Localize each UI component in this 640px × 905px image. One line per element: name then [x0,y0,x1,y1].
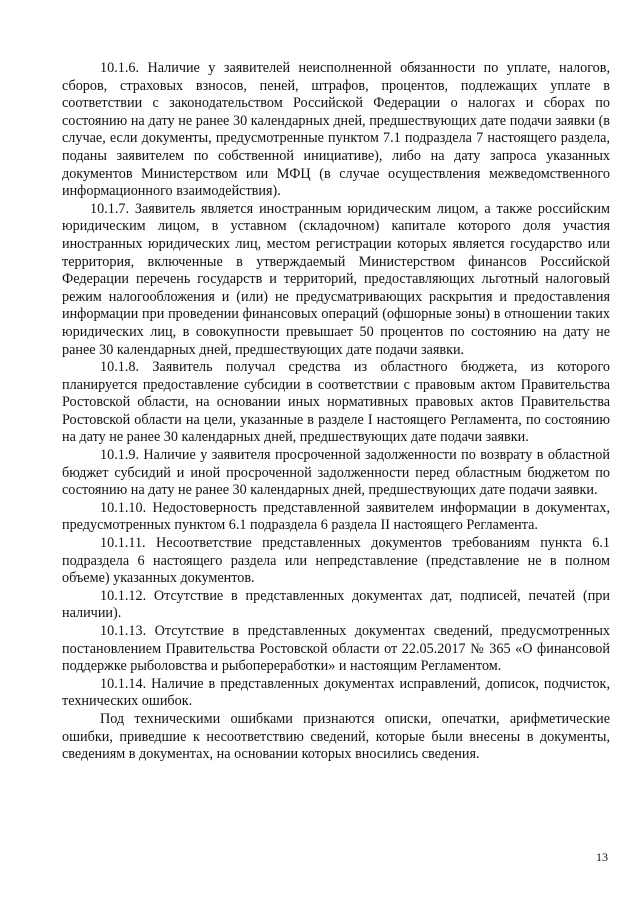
paragraph-10-1-7: 10.1.7. Заявитель является иностранным юридическим лицом, а также российским юридическим лицом, в уставном (складочном) капитале которого доля участия иностранных юридических лиц, местом регистрации которых является государство или территория, включенные в утверждаемый Министерством финансов Российской Федерации перечень государств и территорий, предоставляющих льготный налоговый режим налогообложения и (или) не предусматривающих раскрытия и предоставления информации при проведении финансовых операций (офшорные зоны) в отношении таких юридических лиц, в совокупности превышает 50 процентов по состоянию на дату не ранее 30 календарных дней, предшествующих дате подачи заявки. [62,200,610,358]
paragraph-technical-errors: Под техническими ошибками признаются описки, опечатки, арифметические ошибки, приведшие к несоответствию сведений, которые были внесены в документы, сведениям в документах, на основании которых вносились сведения. [62,710,610,763]
paragraph-10-1-11: 10.1.11. Несоответствие представленных документов требованиям пункта 6.1 подраздела 6 настоящего раздела или непредставление (представление не в полном объеме) указанных документов. [62,535,610,587]
document-body [62,60,610,764]
page-number: 13 [596,850,608,864]
paragraph-10-1-13: 10.1.13. Отсутствие в представленных документах сведений, предусмотренных постановлением Правительства Ростовской области от 22.05.2017 № 365 «О финансовой поддержке рыболовства и рыбопереработки» и настоящим Регламентом. [62,623,610,675]
paragraph-10-1-6: 10.1.6. Наличие у заявителей неисполненной обязанности по уплате, налогов, сборов, страховых взносов, пеней, штрафов, процентов, подлежащих уплате в соответствии с законодательством Российской Федерации о налогах и сборах по состоянию на дату не ранее 30 календарных дней, предшествующих дате подачи заявки (в случае, если документы, предусмотренные пунктом 7.1 подраздела 7 настоящего раздела, поданы заявителем по собственной инициативе), либо на дату запроса указанных документов Министерством или МФЦ (в случае осуществления межведомственного информационного взаимодействия). [62,60,610,200]
paragraph-10-1-8: 10.1.8. Заявитель получал средства из областного бюджета, из которого планируется предоставление субсидии в соответствии с правовым актом Правительства Ростовской области, на основании иных нормативных правовых актов Правительства Ростовской области на цели, указанные в разделе I настоящего Регламента, по состоянию на дату не ранее 30 календарных дней, предшествующих дате подачи заявки. [62,359,610,446]
paragraph-10-1-9: 10.1.9. Наличие у заявителя просроченной задолженности по возврату в областной бюджет субсидий и иной просроченной задолженности перед областным бюджетом по состоянию на дату не ранее 30 календарных дней, предшествующих дате подачи заявки. [62,447,610,499]
paragraph-10-1-12: 10.1.12. Отсутствие в представленных документах дат, подписей, печатей (при наличии). [62,587,610,622]
paragraph-10-1-10: 10.1.10. Недостоверность представленной заявителем информации в документах, предусмотренных пунктом 6.1 подраздела 6 раздела II настоящего Регламента. [62,499,610,534]
paragraph-10-1-14: 10.1.14. Наличие в представленных документах исправлений, дописок, подчисток, технических ошибок. [62,675,610,710]
